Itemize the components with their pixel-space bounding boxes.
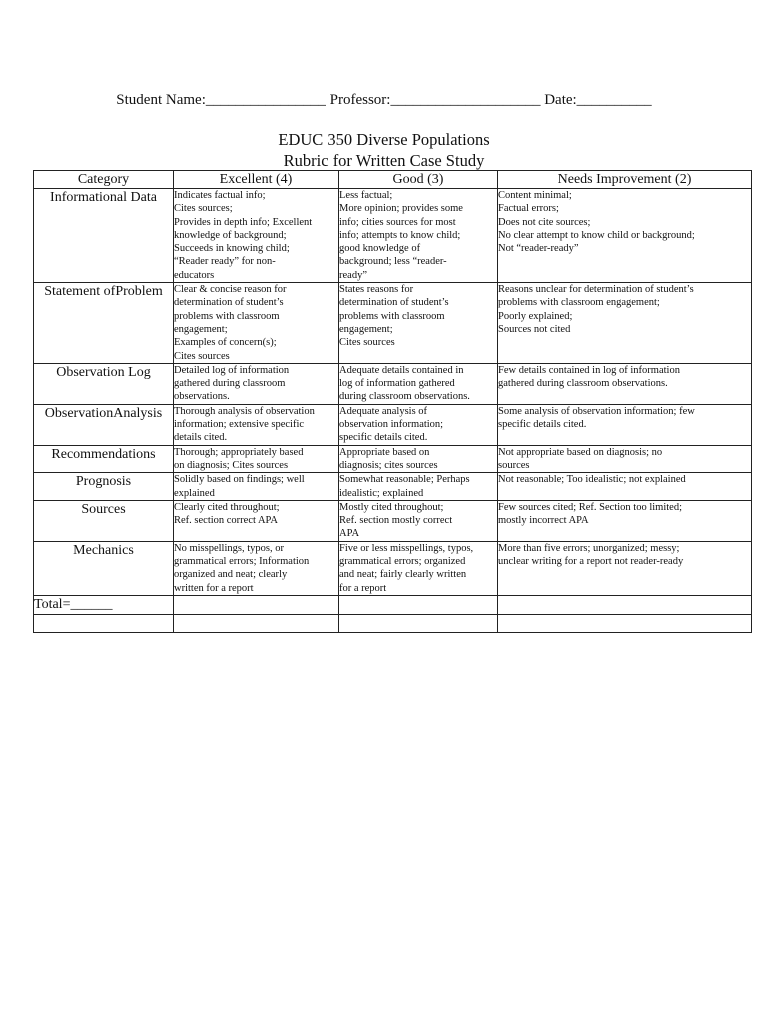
cell-text-line: specific details cited. [339, 432, 428, 444]
category-cell [34, 473, 174, 501]
cell-text-line: Observation Log [56, 364, 151, 380]
table-row [34, 445, 752, 473]
cell-text-line: Few details contained in log of information [498, 364, 680, 376]
good-cell [339, 363, 498, 404]
cell-text-line: during classroom observations. [339, 391, 470, 403]
cell-text-line: sources [498, 459, 530, 471]
category-cell [34, 445, 174, 473]
cell-text-line: grammatical errors; Information [174, 556, 310, 568]
table-row [34, 363, 752, 404]
excellent-cell [174, 541, 339, 595]
cell-text-line: More opinion; provides some [339, 203, 463, 215]
cell-text-line: Ref. section correct APA [174, 515, 279, 527]
column-header-excellent: Excellent (4) [174, 171, 339, 189]
empty-row [34, 614, 752, 632]
cell-text-line: good knowledge of [339, 243, 421, 255]
cell-text-line: Five or less misspellings, typos, [339, 542, 474, 554]
cell-text-line: engagement; [174, 323, 228, 335]
total-cell-excellent [174, 595, 339, 614]
cell-text-line: Appropriate based on [339, 446, 430, 458]
needs-improvement-cell [498, 404, 752, 445]
cell-text-line: idealistic; explained [339, 487, 424, 499]
cell-text-line: Factual errors; [498, 203, 559, 215]
cell-text-line: background; less “reader- [339, 256, 447, 268]
cell-text-line: No clear attempt to know child or background; [498, 229, 695, 241]
cell-text-line: on diagnosis; Cites sources [174, 459, 289, 471]
category-cell [34, 541, 174, 595]
cell-text-line: Thorough; appropriately based [174, 446, 304, 458]
cell-text-line: problems with classroom [339, 310, 445, 322]
cell-text-line: determination of student’s [339, 297, 449, 309]
table-row [34, 404, 752, 445]
cell-text-line: Clearly cited throughout; [174, 501, 280, 513]
cell-text-line: organized and neat; clearly [174, 569, 288, 581]
good-cell [339, 445, 498, 473]
cell-text-line: Does not cite sources; [498, 216, 591, 228]
cell-text-line: Statement of [44, 284, 116, 300]
needs-improvement-cell [498, 445, 752, 473]
needs-improvement-cell [498, 541, 752, 595]
empty-cell [174, 614, 339, 632]
cell-text-line: diagnosis; cites sources [339, 459, 438, 471]
category-cell [34, 404, 174, 445]
student-name-label: Student Name:________________ [116, 92, 326, 108]
cell-text-line: problems with classroom [174, 310, 280, 322]
cell-text-line: Analysis [113, 405, 163, 421]
cell-text-line: specific details cited. [498, 419, 587, 431]
needs-improvement-cell [498, 189, 752, 283]
cell-text-line: Cites sources [339, 337, 395, 349]
rubric-table [33, 170, 752, 633]
cell-text-line: gathered during classroom observations. [498, 378, 668, 390]
category-cell [34, 500, 174, 541]
cell-text-line: States reasons for [339, 284, 414, 296]
cell-text-line: observations. [174, 391, 230, 403]
cell-text-line: log of information gathered [339, 378, 455, 390]
cell-text-line: Not reasonable; Too idealistic; not explained [498, 474, 686, 486]
excellent-cell [174, 473, 339, 501]
cell-text-line: Content minimal; [498, 190, 572, 201]
cell-text-line: Reasons unclear for determination of student’s [498, 284, 694, 296]
cell-text-line: gathered during classroom [174, 378, 286, 390]
cell-text-line: No misspellings, typos, or [174, 542, 284, 554]
cell-text-line: info; attempts to know child; [339, 229, 461, 241]
total-cell-good [339, 595, 498, 614]
cell-text-line: Informational Data [50, 190, 157, 205]
cell-text-line: Mostly cited throughout; [339, 501, 444, 513]
cell-text-line: info; cities sources for most [339, 216, 456, 228]
excellent-cell [174, 189, 339, 283]
cell-text-line: observation information; [339, 419, 444, 431]
cell-text-line: Succeeds in knowing child; [174, 243, 290, 255]
needs-improvement-cell [498, 500, 752, 541]
good-cell [339, 283, 498, 364]
category-cell [34, 283, 174, 364]
cell-text-line: educators [174, 269, 215, 281]
cell-text-line: Not “reader-ready” [498, 243, 579, 255]
cell-text-line: Clear & concise reason for [174, 284, 287, 296]
needs-improvement-cell [498, 283, 752, 364]
cell-text-line: Indicates factual info; [174, 190, 266, 201]
cell-text-line: Less factual; [339, 190, 393, 201]
category-cell [34, 363, 174, 404]
cell-text-line: grammatical errors; organized [339, 556, 466, 568]
document-title [0, 129, 768, 171]
cell-text-line: engagement; [339, 323, 393, 335]
good-cell [339, 404, 498, 445]
cell-text-line: problems with classroom engagement; [498, 297, 660, 309]
cell-text-line: Recommendations [51, 446, 156, 462]
table-row [34, 189, 752, 283]
table-row [34, 283, 752, 364]
empty-cell [34, 614, 174, 632]
cell-text-line: Adequate analysis of [339, 405, 428, 417]
needs-improvement-cell [498, 363, 752, 404]
header-row [34, 171, 752, 189]
cell-text-line: Examples of concern(s); [174, 337, 277, 349]
cell-text-line: written for a report [174, 582, 254, 594]
category-cell [34, 189, 174, 283]
good-cell [339, 473, 498, 501]
cell-text-line: Somewhat reasonable; Perhaps [339, 474, 470, 486]
column-header-good: Good (3) [339, 171, 498, 189]
needs-improvement-cell [498, 473, 752, 501]
cell-text-line: Sources [81, 501, 126, 517]
header-line [0, 92, 768, 109]
cell-text-line: Provides in depth info; Excellent [174, 216, 313, 228]
cell-text-line: Adequate details contained in [339, 364, 464, 376]
table-row [34, 541, 752, 595]
table-row [34, 473, 752, 501]
column-header-category: Category [34, 171, 174, 189]
cell-text-line: Cites sources [174, 350, 230, 362]
cell-text-line: Few sources cited; Ref. Section too limited; [498, 501, 683, 513]
excellent-cell [174, 283, 339, 364]
column-header-needs-improvement: Needs Improvement (2) [498, 171, 752, 189]
excellent-cell [174, 500, 339, 541]
excellent-cell [174, 445, 339, 473]
cell-text-line: Solidly based on findings; well [174, 474, 305, 486]
cell-text-line: mostly incorrect APA [498, 515, 589, 527]
excellent-cell [174, 404, 339, 445]
cell-text-line: and neat; fairly clearly written [339, 569, 467, 581]
cell-text-line: Poorly explained; [498, 310, 573, 322]
rubric-title: Rubric for Written Case Study [283, 151, 485, 170]
cell-text-line: Not appropriate based on diagnosis; no [498, 446, 663, 458]
cell-text-line: Detailed log of information [174, 364, 290, 376]
cell-text-line: Observation [44, 405, 114, 421]
cell-text-line: determination of student’s [174, 297, 284, 309]
cell-text-line: “Reader ready” for non- [174, 256, 276, 268]
rubric-body [34, 189, 752, 633]
good-cell [339, 500, 498, 541]
cell-text-line: Ref. section mostly correct [339, 515, 453, 527]
cell-text-line: information; extensive specific [174, 419, 305, 431]
cell-text-line: APA [339, 528, 360, 540]
total-row [34, 595, 752, 614]
good-cell [339, 189, 498, 283]
empty-cell [339, 614, 498, 632]
cell-text-line: explained [174, 487, 215, 499]
date-label: Date:__________ [544, 92, 652, 108]
empty-cell [498, 614, 752, 632]
cell-text-line: More than five errors; unorganized; messy; [498, 542, 680, 554]
course-title: EDUC 350 Diverse Populations [278, 130, 490, 149]
cell-text-line: Problem [115, 284, 163, 300]
cell-text-line: Mechanics [73, 542, 134, 558]
cell-text-line: details cited. [174, 432, 228, 444]
total-cell-needs-improvement [498, 595, 752, 614]
cell-text-line: ready” [339, 269, 367, 281]
cell-text-line: unclear writing for a report not reader-ready [498, 556, 684, 568]
cell-text-line: Prognosis [75, 474, 132, 490]
cell-text-line: Sources not cited [498, 323, 571, 335]
cell-text-line: Cites sources; [174, 203, 233, 215]
cell-text-line: for a report [339, 582, 387, 594]
cell-text-line: Some analysis of observation information; few [498, 405, 695, 417]
professor-label: Professor:____________________ [329, 92, 541, 108]
cell-text-line: knowledge of background; [174, 229, 287, 241]
table-row [34, 500, 752, 541]
total-label: Total=______ [34, 595, 174, 614]
excellent-cell [174, 363, 339, 404]
cell-text-line: Thorough analysis of observation [174, 405, 315, 417]
good-cell [339, 541, 498, 595]
